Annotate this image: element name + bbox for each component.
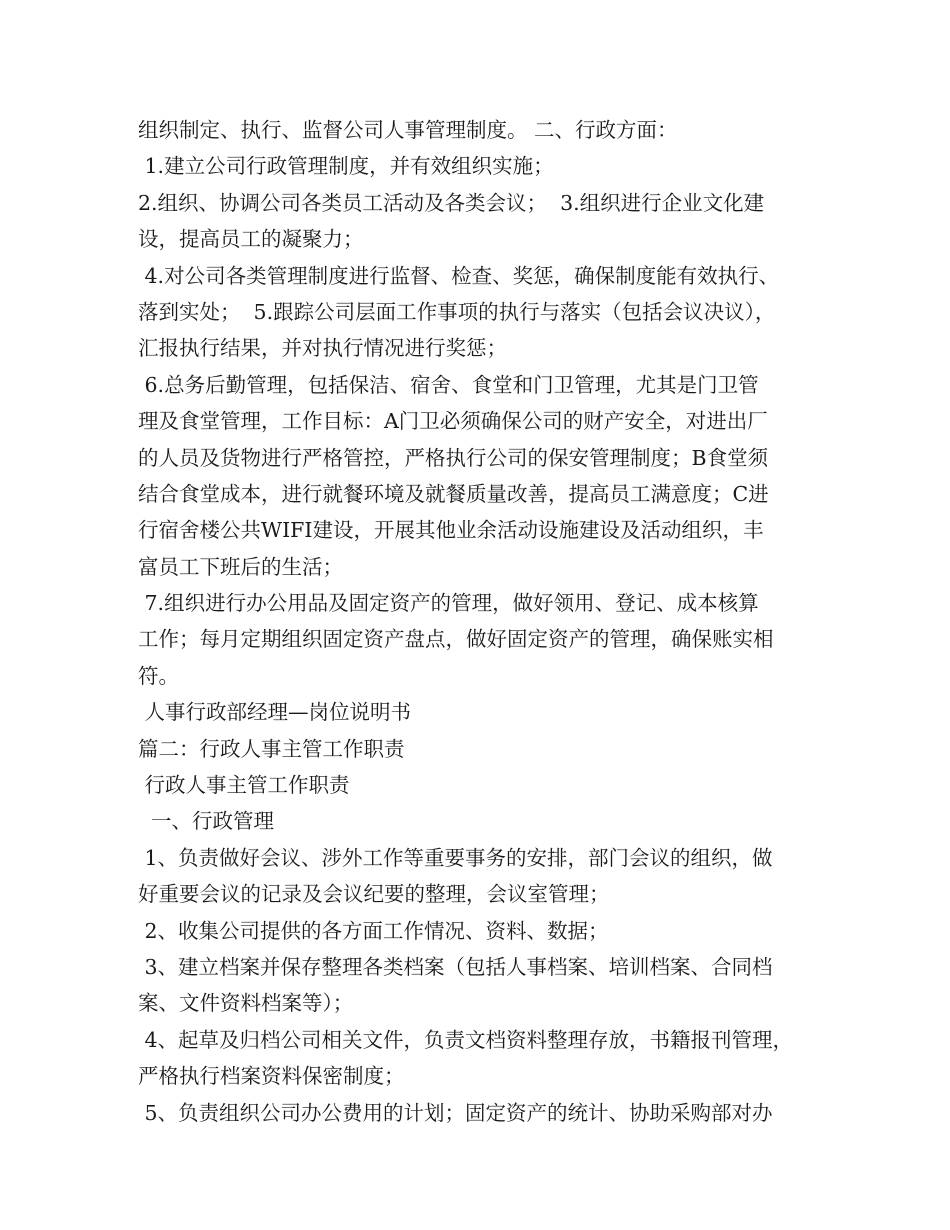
text-line: 4、起草及归档公司相关文件，负责文档资料整理存放，书籍报刊管理， (138, 1027, 794, 1052)
text-line: 理及食堂管理，工作目标：A门卫必须确保公司的财产安全，对进出厂 (138, 409, 768, 434)
text-line: 1.建立公司行政管理制度，并有效组织实施； (138, 154, 554, 179)
text-line: 6.总务后勤管理，包括保洁、宿舍、食堂和门卫管理，尤其是门卫管 (138, 372, 759, 397)
text-line: 3、建立档案并保存整理各类档案（包括人事档案、培训档案、合同档 (138, 954, 773, 979)
text-line: 行宿舍楼公共WIFI建设，开展其他业余活动设施建设及活动组织，丰 (138, 518, 764, 543)
text-line: 1、负责做好会议、涉外工作等重要事务的安排，部门会议的组织，做 (138, 845, 773, 870)
text-line: 工作；每月定期组织固定资产盘点，做好固定资产的管理，确保账实相 (138, 627, 774, 652)
text-line: 富员工下班后的生活； (138, 554, 343, 579)
text-line: 4.对公司各类管理制度进行监督、检查、奖惩，确保制度能有效执行、 (138, 263, 780, 288)
text-line: 案、文件资料档案等）； (138, 991, 354, 1016)
document-body (138, 112, 828, 1131)
text-line: 结合食堂成本，进行就餐环境及就餐质量改善，提高员工满意度；C进 (138, 481, 769, 506)
text-line: 2、收集公司提供的各方面工作情况、资料、数据； (138, 918, 609, 943)
text-line: 落到实处； 5.跟踪公司层面工作事项的执行与落实（包括会议决议）， (138, 299, 776, 324)
section-title: 行政人事主管工作职责 (138, 773, 350, 798)
text-line: 的人员及货物进行严格管控，严格执行公司的保安管理制度；B食堂须 (138, 445, 769, 470)
subsection-heading: 一、行政管理 (138, 809, 275, 834)
text-line: 符。 (138, 663, 179, 688)
text-line: 设，提高员工的凝聚力； (138, 227, 364, 252)
section-title: 人事行政部经理—岗位说明书 (138, 700, 412, 725)
text-line: 汇报执行结果，并对执行情况进行奖惩； (138, 336, 507, 361)
text-line: 好重要会议的记录及会议纪要的整理，会议室管理； (138, 882, 610, 907)
section-heading: 篇二：行政人事主管工作职责 (138, 736, 405, 761)
text-line: 2.组织、协调公司各类员工活动及各类会议； 3.组织进行企业文化建 (138, 190, 765, 215)
text-line: 5、负责组织公司办公费用的计划；固定资产的统计、协助采购部对办 (138, 1100, 773, 1125)
text-line: 组织制定、执行、监督公司人事管理制度。 二、行政方面： (138, 118, 678, 142)
text-line: 严格执行档案资料保密制度； (138, 1064, 405, 1089)
text-line: 7.组织进行办公用品及固定资产的管理，做好领用、登记、成本核算 (138, 591, 759, 616)
